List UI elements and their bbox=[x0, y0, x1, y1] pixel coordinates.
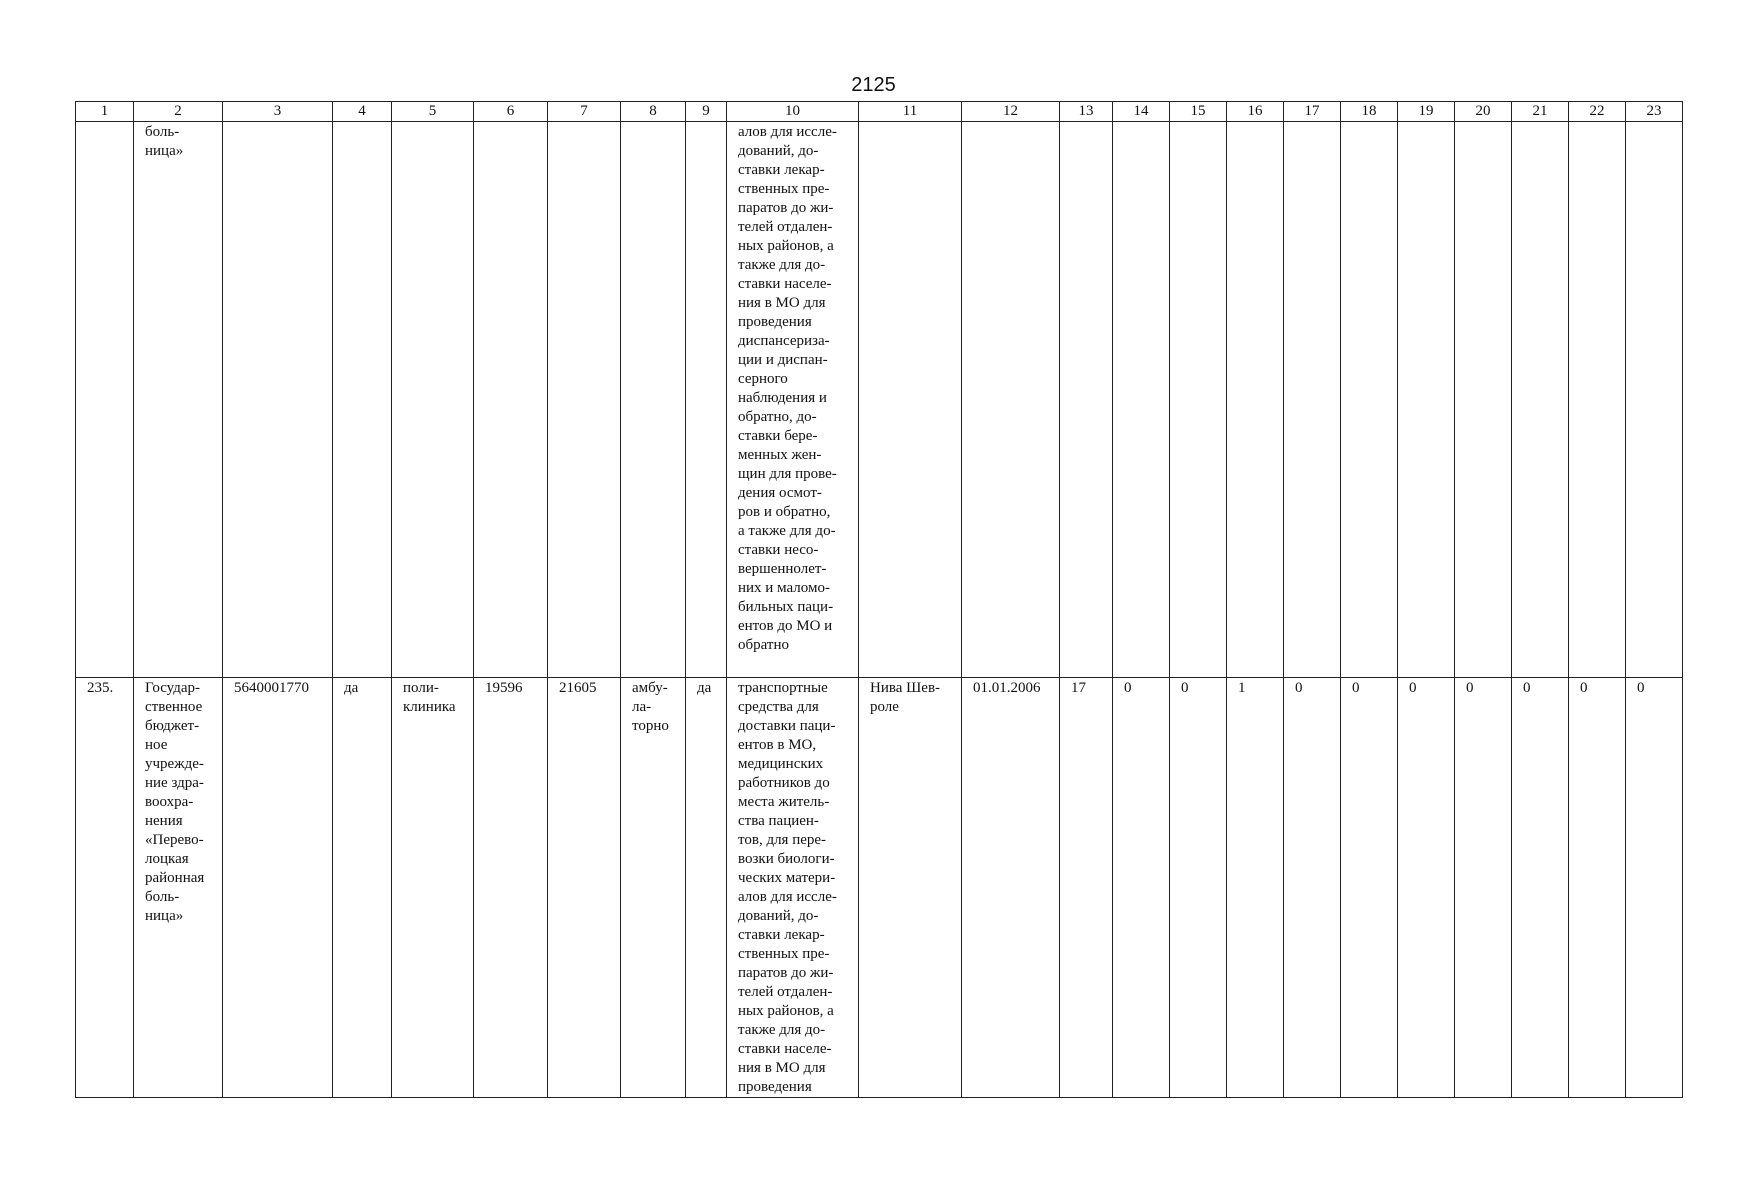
cell-row-number bbox=[76, 122, 134, 678]
cell-col21: 0 bbox=[1512, 678, 1569, 1098]
cell-col7 bbox=[548, 122, 621, 678]
cell-institution-name: боль- ница» bbox=[134, 122, 223, 678]
cell-col21 bbox=[1512, 122, 1569, 678]
cell-col6: 19596 bbox=[474, 678, 548, 1098]
cell-col20: 0 bbox=[1455, 678, 1512, 1098]
cell-col15: 0 bbox=[1170, 678, 1227, 1098]
cell-col4 bbox=[333, 122, 392, 678]
cell-col6 bbox=[474, 122, 548, 678]
column-number-10: 10 bbox=[727, 102, 859, 122]
cell-col13 bbox=[1060, 122, 1113, 678]
column-number-19: 19 bbox=[1398, 102, 1455, 122]
cell-col16: 1 bbox=[1227, 678, 1284, 1098]
column-number-9: 9 bbox=[686, 102, 727, 122]
cell-col14: 0 bbox=[1113, 678, 1170, 1098]
cell-unit-type: поли- клиника bbox=[392, 678, 474, 1098]
cell-col9 bbox=[686, 122, 727, 678]
cell-col23: 0 bbox=[1626, 678, 1683, 1098]
cell-col19 bbox=[1398, 122, 1455, 678]
cell-col19: 0 bbox=[1398, 678, 1455, 1098]
cell-col16 bbox=[1227, 122, 1284, 678]
cell-col17 bbox=[1284, 122, 1341, 678]
cell-col14 bbox=[1113, 122, 1170, 678]
cell-vehicle-model: Нива Шев- роле bbox=[859, 678, 962, 1098]
cell-institution-name: Государ- ственное бюджет- ное учрежде- ние здра- воохра- нения «Перево- лоцкая районная боль- ница» bbox=[134, 678, 223, 1098]
column-number-22: 22 bbox=[1569, 102, 1626, 122]
cell-col18: 0 bbox=[1341, 678, 1398, 1098]
table-row-235 bbox=[76, 678, 1683, 1098]
cell-date bbox=[962, 122, 1060, 678]
column-number-13: 13 bbox=[1060, 102, 1113, 122]
cell-col23 bbox=[1626, 122, 1683, 678]
cell-col17: 0 bbox=[1284, 678, 1341, 1098]
cell-col9: да bbox=[686, 678, 727, 1098]
column-number-7: 7 bbox=[548, 102, 621, 122]
page-number: 2125 bbox=[851, 74, 896, 96]
column-number-15: 15 bbox=[1170, 102, 1227, 122]
column-number-8: 8 bbox=[621, 102, 686, 122]
cell-vehicle-purpose: транспортные средства для доставки паци- ентов в МО, медицинских работников до места житель- ства пациен- тов, для пере- возки биологи- ческих матери- алов для иссле- дований, до- ставки лекар- ственных пре- паратов до жи- телей отдален- ных районов, а также для до- ставки населе- ния в МО для проведения bbox=[727, 678, 859, 1098]
column-number-20: 20 bbox=[1455, 102, 1512, 122]
register-table bbox=[75, 101, 1683, 1098]
cell-unit-type bbox=[392, 122, 474, 678]
column-number-16: 16 bbox=[1227, 102, 1284, 122]
cell-care-conditions bbox=[621, 122, 686, 678]
cell-inn: 5640001770 bbox=[223, 678, 333, 1098]
cell-vehicle-purpose: алов для иссле- дований, до- ставки лекар- ственных пре- паратов до жи- телей отдален- ных районов, а также для до- ставки населе- ния в МО для проведения диспансериза- ции и диспан- серного наблюдения и обратно, до- ставки бере- менных жен- щин для прове- дения осмот- ров и обратно, а также для до- ставки несо- вершеннолет- них и маломо- бильных паци- ентов до МО и обратно bbox=[727, 122, 859, 678]
column-number-3: 3 bbox=[223, 102, 333, 122]
column-number-1: 1 bbox=[76, 102, 134, 122]
column-number-17: 17 bbox=[1284, 102, 1341, 122]
cell-col4: да bbox=[333, 678, 392, 1098]
cell-col13: 17 bbox=[1060, 678, 1113, 1098]
cell-col15 bbox=[1170, 122, 1227, 678]
column-number-21: 21 bbox=[1512, 102, 1569, 122]
cell-vehicle-model bbox=[859, 122, 962, 678]
cell-col22: 0 bbox=[1569, 678, 1626, 1098]
column-number-4: 4 bbox=[333, 102, 392, 122]
cell-date: 01.01.2006 bbox=[962, 678, 1060, 1098]
cell-col22 bbox=[1569, 122, 1626, 678]
cell-col20 bbox=[1455, 122, 1512, 678]
cell-col7: 21605 bbox=[548, 678, 621, 1098]
cell-care-conditions: амбу- ла- торно bbox=[621, 678, 686, 1098]
cell-row-number: 235. bbox=[76, 678, 134, 1098]
column-number-18: 18 bbox=[1341, 102, 1398, 122]
column-number-12: 12 bbox=[962, 102, 1060, 122]
table-row-continued bbox=[76, 122, 1683, 678]
column-number-row bbox=[76, 102, 1683, 122]
column-number-11: 11 bbox=[859, 102, 962, 122]
cell-col18 bbox=[1341, 122, 1398, 678]
column-number-2: 2 bbox=[134, 102, 223, 122]
column-number-23: 23 bbox=[1626, 102, 1683, 122]
column-number-14: 14 bbox=[1113, 102, 1170, 122]
column-number-6: 6 bbox=[474, 102, 548, 122]
cell-inn bbox=[223, 122, 333, 678]
column-number-5: 5 bbox=[392, 102, 474, 122]
